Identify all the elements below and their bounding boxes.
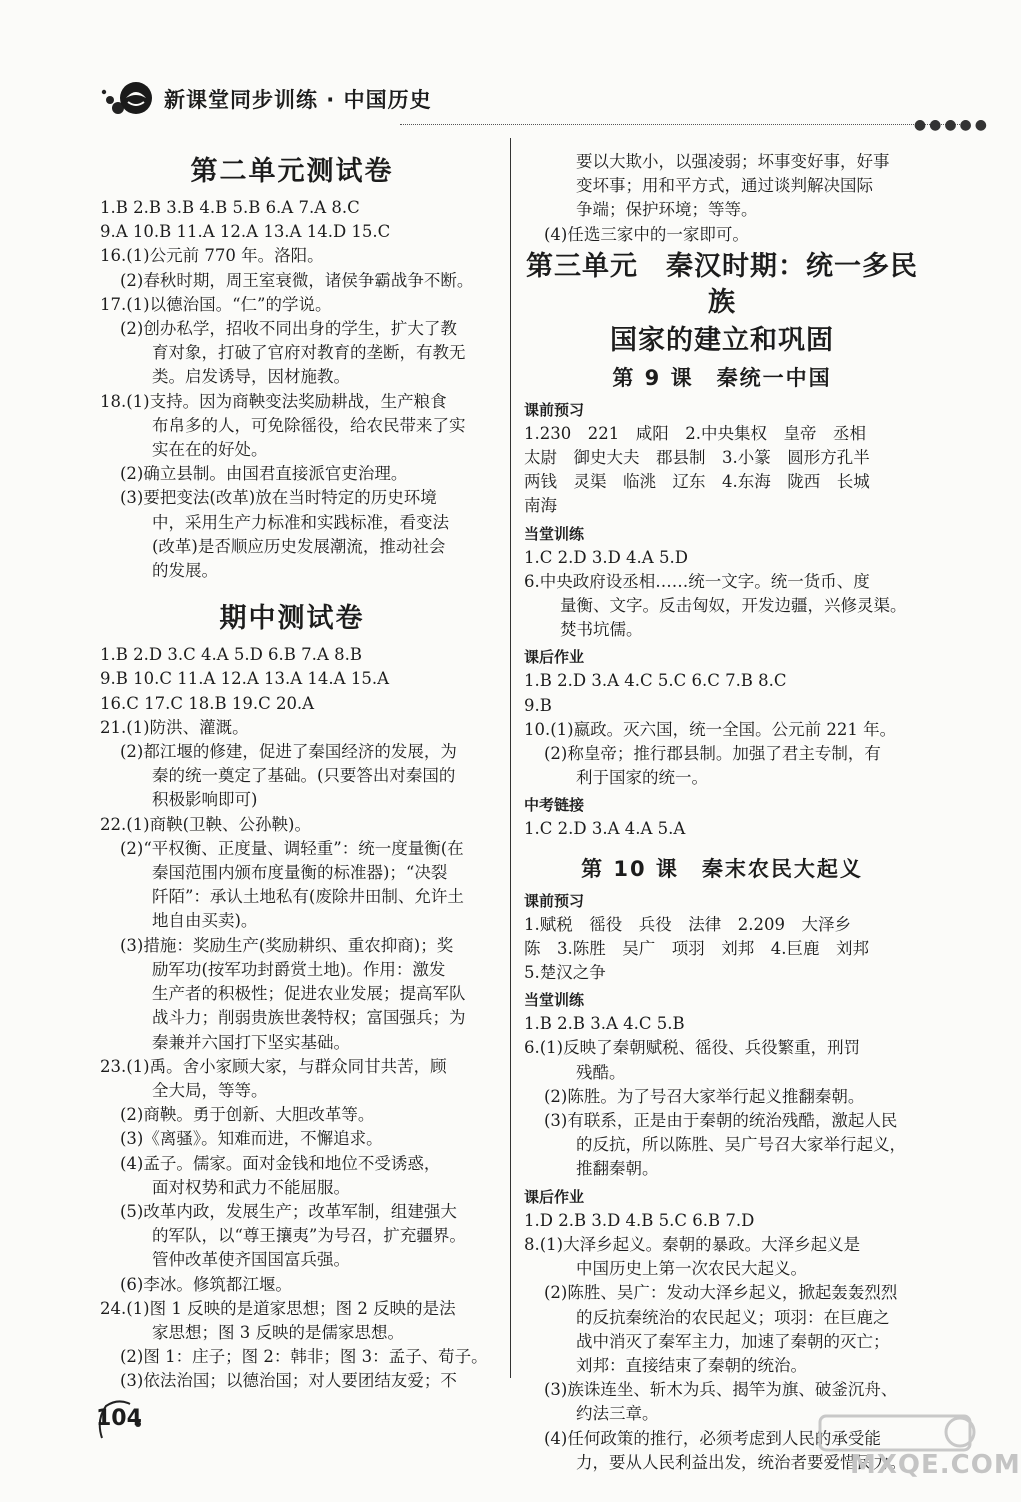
column-divider bbox=[510, 138, 511, 1378]
answer-line: (3)要把变法(改革)放在当时特定的历史环境 bbox=[120, 488, 437, 508]
answer-line: (2)陈胜、吴广：发动大泽乡起义，掀起轰轰烈烈 bbox=[544, 1283, 898, 1303]
lesson9-title: 第 9 课 秦统一中国 bbox=[612, 365, 832, 390]
section-label: 中考链接 bbox=[524, 796, 585, 815]
answer-line: 16.C 17.C 18.B 19.C 20.A bbox=[100, 693, 315, 713]
answer-line: 利于国家的统一。 bbox=[576, 768, 708, 788]
answer-line: (2)称皇帝；推行郡县制。加强了君主专制，有 bbox=[544, 744, 881, 764]
answer-line: 的发展。 bbox=[152, 561, 218, 581]
answer-line: (3)族诛连坐、斩木为兵、揭竿为旗、破釜沉舟、 bbox=[544, 1380, 898, 1400]
unit2-test-title: 第二单元测试卷 bbox=[190, 156, 394, 187]
book-logo-icon bbox=[100, 78, 160, 118]
answer-line: 战斗力；削弱贵族世袭特权；富国强兵；为 bbox=[152, 1008, 466, 1028]
answer-line: 1.C 2.D 3.D 4.A 5.D bbox=[524, 547, 688, 567]
answer-line: 焚书坑儒。 bbox=[560, 620, 643, 640]
continued-answers bbox=[524, 150, 920, 247]
answer-line: 6.中央政府设丞相……统一文字。统一货币、度 bbox=[524, 571, 870, 591]
answer-line: (2)春秋时期，周王室衰微，诸侯争霸战争不断。 bbox=[120, 270, 474, 290]
answer-line: 的军队，以“尊王攘夷”为号召，扩充疆界。 bbox=[152, 1226, 466, 1246]
answer-line: 管仲改革使齐国国富兵强。 bbox=[152, 1250, 350, 1270]
section-label: 课后作业 bbox=[524, 1187, 585, 1206]
answer-line: (改革)是否顺应历史发展潮流，推动社会 bbox=[152, 536, 446, 556]
answer-line: (3)有联系，正是由于秦朝的统治残酷，激起人民 bbox=[544, 1111, 898, 1131]
section-label: 当堂训练 bbox=[524, 991, 585, 1010]
answer-line: 两钱 灵渠 临洮 辽东 4.东海 陇西 长城 bbox=[524, 472, 870, 492]
section-label: 课前预习 bbox=[524, 891, 585, 910]
answer-line: 阡陌”：承认土地私有(废除井田制、允许土 bbox=[152, 887, 464, 907]
answer-line: 力，要从人民利益出发，统治者要爱惜民力。 bbox=[576, 1452, 906, 1472]
answer-line: 要以大欺小，以强凌弱；坏事变好事，好事 bbox=[576, 152, 890, 171]
answer-line: (3)依法治国；以德治国；对人要团结友爱；不 bbox=[120, 1371, 457, 1391]
answer-line: 布帛多的人，可免除徭役，给农民带来了实 bbox=[152, 415, 466, 435]
answer-line: 实在在的好处。 bbox=[152, 440, 268, 460]
answer-line: (4)任选三家中的一家即可。 bbox=[544, 224, 749, 244]
answer-line: (6)李冰。修筑都江堰。 bbox=[120, 1274, 292, 1294]
answer-line: 量衡、文字。反击匈奴，开发边疆，兴修灵渠。 bbox=[560, 596, 907, 616]
answer-line: 8.(1)大泽乡起义。秦朝的暴政。大泽乡起义是 bbox=[524, 1234, 861, 1254]
answer-line: 1.赋税 徭役 兵役 法律 2.209 大泽乡 bbox=[524, 914, 851, 934]
answer-line: 18.(1)支持。因为商鞅变法奖励耕战，生产粮食 bbox=[100, 391, 447, 411]
answer-line: 中，采用生产力标准和实践标准，看变法 bbox=[152, 512, 449, 532]
left-column bbox=[100, 150, 488, 1394]
answer-line: 秦国范围内颁布度量衡的标准器)；“决裂 bbox=[152, 863, 448, 883]
answer-line: (2)确立县制。由国君直接派官吏治理。 bbox=[120, 464, 408, 484]
answer-line: 9.B bbox=[524, 695, 552, 715]
answer-line: 中国历史上第一次农民大起义。 bbox=[576, 1259, 807, 1279]
lesson10-title: 第 10 课 秦末农民大起义 bbox=[581, 856, 863, 881]
watermark-text: MXQE.COM bbox=[850, 1450, 1021, 1480]
midterm-answers bbox=[100, 643, 488, 1393]
answer-line: 5.楚汉之争 bbox=[524, 963, 606, 983]
answer-line: 南海 bbox=[524, 496, 557, 516]
page-number-badge bbox=[96, 1398, 140, 1442]
answer-line: 的反抗，所以陈胜、吴广号召大家举行起义， bbox=[576, 1135, 906, 1155]
answer-line: 秦的统一奠定了基础。(只要答出对秦国的 bbox=[152, 766, 456, 786]
answer-line: 1.B 2.B 3.B 4.B 5.B 6.A 7.A 8.C bbox=[100, 198, 360, 217]
section-label: 当堂训练 bbox=[524, 524, 585, 543]
answer-line: 10.(1)嬴政。灭六国，统一全国。公元前 221 年。 bbox=[524, 719, 897, 739]
page-header bbox=[100, 78, 990, 133]
answer-line: (3)《离骚》。知难而进，不懈追求。 bbox=[120, 1129, 383, 1149]
answer-line: 24.(1)图 1 反映的是道家思想；图 2 反映的是法 bbox=[100, 1298, 456, 1318]
answer-line: 22.(1)商鞅(卫鞅、公孙鞅)。 bbox=[100, 814, 311, 834]
unit2-answers bbox=[100, 196, 484, 583]
answer-line: (2)都江堰的修建，促进了秦国经济的发展，为 bbox=[120, 742, 457, 762]
answer-line: 6.(1)反映了秦朝赋税、徭役、兵役繁重，刑罚 bbox=[524, 1038, 861, 1058]
answer-line: 面对权势和武力不能屈服。 bbox=[152, 1177, 350, 1197]
answer-line: (4)孟子。儒家。面对金钱和地位不受诱惑， bbox=[120, 1153, 441, 1173]
answer-line: (2)图 1：庄子；图 2：韩非；图 3：孟子、荀子。 bbox=[120, 1347, 488, 1367]
answer-line: (5)改革内政，发展生产；改革军制，组建强大 bbox=[120, 1201, 457, 1221]
section-label: 课后作业 bbox=[524, 648, 585, 667]
answer-line: 战中消灭了秦军主力，加速了秦朝的灭亡； bbox=[576, 1331, 890, 1351]
answer-line: (2)“平权衡、正度量、调轻重”：统一度量衡(在 bbox=[120, 838, 464, 858]
answer-line: 1.230 221 咸阳 2.中央集权 皇帝 丞相 bbox=[524, 423, 866, 443]
answer-line: 1.D 2.B 3.D 4.B 5.C 6.B 7.D bbox=[524, 1210, 755, 1230]
right-column bbox=[524, 150, 920, 1475]
answer-line: 的反抗秦统治的农民起义；项羽：在巨鹿之 bbox=[576, 1307, 890, 1327]
answer-line: 1.C 2.D 3.A 4.A 5.A bbox=[524, 819, 686, 839]
answer-line: (3)措施：奖励生产(奖励耕织、重农抑商)；奖 bbox=[120, 935, 454, 955]
answer-line: 类。启发诱导，因材施教。 bbox=[152, 367, 350, 387]
answer-line: 生产者的积极性；促进农业发展；提高军队 bbox=[152, 984, 466, 1004]
answer-line: 全大局，等等。 bbox=[152, 1080, 268, 1100]
header-title: 新课堂同步训练 · 中国历史 bbox=[164, 88, 432, 112]
answer-line: 残酷。 bbox=[576, 1062, 626, 1082]
answer-line: 争端；保护环境；等等。 bbox=[576, 200, 758, 220]
answer-line: 变坏事；用和平方式，通过谈判解决国际 bbox=[576, 176, 873, 196]
answer-line: 21.(1)防洪、灌溉。 bbox=[100, 717, 249, 737]
answer-line: 23.(1)禹。舍小家顾大家，与群众同甘共苦，顾 bbox=[100, 1056, 447, 1076]
answer-line: 家思想；图 3 反映的是儒家思想。 bbox=[152, 1322, 404, 1342]
unit3-title-line2: 国家的建立和巩固 bbox=[610, 324, 834, 356]
section-label: 课前预习 bbox=[524, 400, 585, 419]
answer-line: 陈 3.陈胜 吴广 项羽 刘邦 4.巨鹿 刘邦 bbox=[524, 938, 869, 958]
answer-line: 1.B 2.B 3.A 4.C 5.B bbox=[524, 1014, 685, 1034]
unit3-title-line1: 第三单元 秦汉时期：统一多民族 bbox=[526, 250, 918, 318]
answer-line: 16.(1)公元前 770 年。洛阳。 bbox=[100, 246, 324, 266]
page-number: 104 bbox=[96, 1406, 142, 1431]
header-divider bbox=[400, 124, 960, 125]
answer-line: 约法三章。 bbox=[576, 1404, 659, 1424]
answer-line: 积极影响即可) bbox=[152, 790, 258, 810]
answer-line: 育对象，打破了官府对教育的垄断，有教无 bbox=[152, 343, 466, 363]
midterm-test-title: 期中测试卷 bbox=[219, 603, 365, 635]
answer-line: (2)陈胜。为了号召大家举行起义推翻秦朝。 bbox=[544, 1086, 865, 1106]
answer-line: (4)任何政策的推行，必须考虑到人民的承受能 bbox=[544, 1428, 881, 1448]
answer-line: (2)商鞅。勇于创新、大胆改革等。 bbox=[120, 1105, 375, 1125]
answer-line: 地自由买卖)。 bbox=[152, 911, 258, 931]
watermark bbox=[800, 1410, 1021, 1490]
answer-line: 秦兼并六国打下坚实基础。 bbox=[152, 1032, 350, 1052]
answer-line: 1.B 2.D 3.C 4.A 5.D 6.B 7.A 8.B bbox=[100, 645, 362, 665]
answer-line: 推翻秦朝。 bbox=[576, 1159, 659, 1179]
answer-line: 1.B 2.D 3.A 4.C 5.C 6.C 7.B 8.C bbox=[524, 671, 787, 691]
answer-line: 17.(1)以德治国。“仁”的学说。 bbox=[100, 294, 332, 314]
answer-line: 刘邦：直接结束了秦朝的统治。 bbox=[576, 1355, 807, 1375]
answer-line: 太尉 御史大夫 郡县制 3.小篆 圆形方孔半 bbox=[524, 448, 870, 468]
answer-line: 9.B 10.C 11.A 12.A 13.A 14.A 15.A bbox=[100, 669, 389, 689]
answer-line: 9.A 10.B 11.A 12.A 13.A 14.D 15.C bbox=[100, 222, 391, 242]
answer-line: 励军功(按军功封爵赏土地)。作用：激发 bbox=[152, 959, 446, 979]
answer-line: (2)创办私学，招收不同出身的学生，扩大了教 bbox=[120, 319, 457, 339]
header-dots-decoration: ●●●●● bbox=[913, 117, 990, 133]
